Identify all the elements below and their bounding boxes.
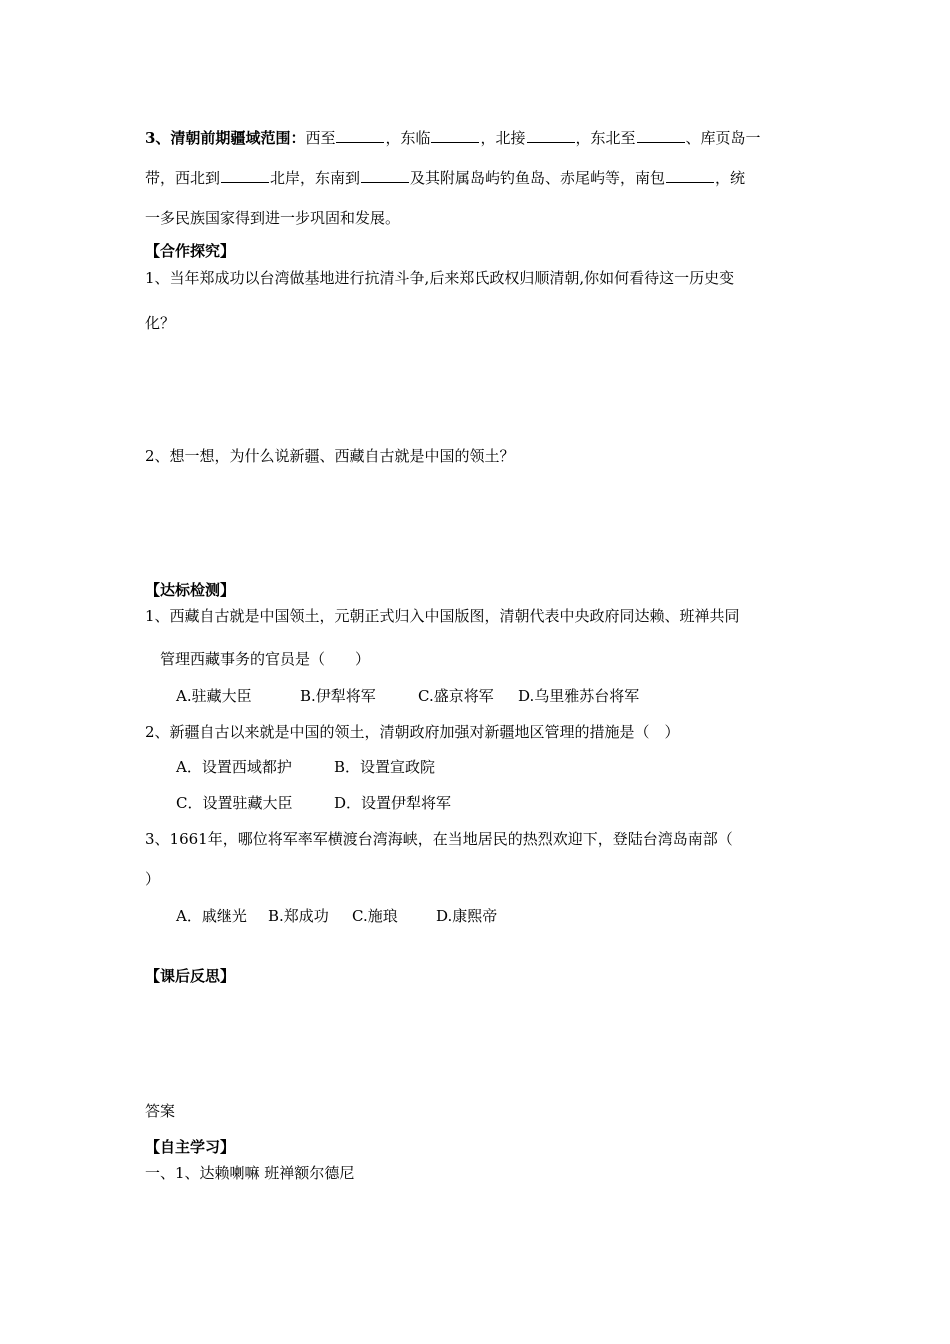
option-a[interactable]: A.驻藏大臣: [176, 687, 252, 705]
section3-line2: [145, 168, 745, 188]
fill-blank[interactable]: [527, 128, 575, 143]
answers-line1: 一、1、达赖喇嘛 班禅额尔德尼: [145, 1164, 355, 1182]
reflect-heading: 【课后反思】: [145, 967, 236, 985]
section3-text: ，东北至: [575, 129, 636, 147]
answers-title: 答案: [145, 1102, 176, 1120]
fill-blank[interactable]: [361, 168, 409, 183]
fill-blank[interactable]: [336, 128, 384, 143]
test-heading: 【达标检测】: [145, 581, 236, 599]
option-b[interactable]: B.伊犁将军: [300, 687, 376, 705]
fill-blank[interactable]: [637, 128, 685, 143]
section3-text: ，统: [715, 169, 746, 187]
option-a[interactable]: A．设置西域都护: [176, 758, 292, 776]
section3-text: ，东临: [385, 129, 431, 147]
test-q3-line1: 3、1661年，哪位将军率军横渡台湾海峡，在当地居民的热烈欢迎下，登陆台湾岛南部（: [145, 830, 733, 848]
section3-text: 及其附属岛屿钓鱼岛、赤尾屿等，南包: [410, 169, 666, 187]
test-q1-line2: 管理西藏事务的官员是（ ）: [160, 650, 371, 668]
section3-text: 北岸，东南到: [270, 169, 361, 187]
explore-q2: 2、想一想，为什么说新疆、西藏自古就是中国的领土？: [145, 447, 515, 465]
test-q2-options-row1: [176, 757, 435, 777]
option-d[interactable]: D.康熙帝: [436, 907, 498, 925]
explore-q1-line1: 1、当年郑成功以台湾做基地进行抗清斗争,后来郑氏政权归顺清朝,你如何看待这一历史变: [145, 269, 735, 287]
section3-text: 、库页岛一: [685, 129, 761, 147]
test-q2-options-row2: [176, 793, 451, 813]
option-d[interactable]: D．设置伊犁将军: [334, 794, 452, 812]
option-d[interactable]: D.乌里雅苏台将军: [518, 687, 640, 705]
explore-heading: 【合作探究】: [145, 242, 236, 260]
fill-blank[interactable]: [221, 168, 269, 183]
explore-q1-line2: 化？: [145, 314, 176, 332]
option-c[interactable]: C.施琅: [352, 907, 398, 925]
answers-heading: 【自主学习】: [145, 1138, 236, 1156]
section3-line3: 一多民族国家得到进一步巩固和发展。: [145, 209, 401, 227]
option-c[interactable]: C．设置驻藏大臣: [176, 794, 293, 812]
fill-blank[interactable]: [666, 168, 714, 183]
test-q3-line2: ）: [145, 870, 161, 888]
option-b[interactable]: B．设置宣政院: [334, 758, 436, 776]
section3-text: 带，西北到: [145, 169, 221, 187]
section3-label: 3、清朝前期疆域范围：: [145, 129, 306, 147]
test-q1-line1: 1、西藏自古就是中国领土，元朝正式归入中国版图，清朝代表中央政府同达赖、班禅共同: [145, 607, 740, 625]
test-q2-line1: 2、新疆自古以来就是中国的领土，清朝政府加强对新疆地区管理的措施是（ ）: [145, 723, 680, 741]
option-c[interactable]: C.盛京将军: [418, 687, 494, 705]
section3-line1: [145, 128, 761, 148]
fill-blank[interactable]: [431, 128, 479, 143]
section3-text: ，北接: [480, 129, 526, 147]
option-a[interactable]: A．戚继光: [176, 907, 247, 925]
test-q1-options: [176, 686, 639, 706]
section3-text: 西至: [305, 129, 336, 147]
test-q3-options: [176, 906, 497, 926]
option-b[interactable]: B.郑成功: [268, 907, 329, 925]
